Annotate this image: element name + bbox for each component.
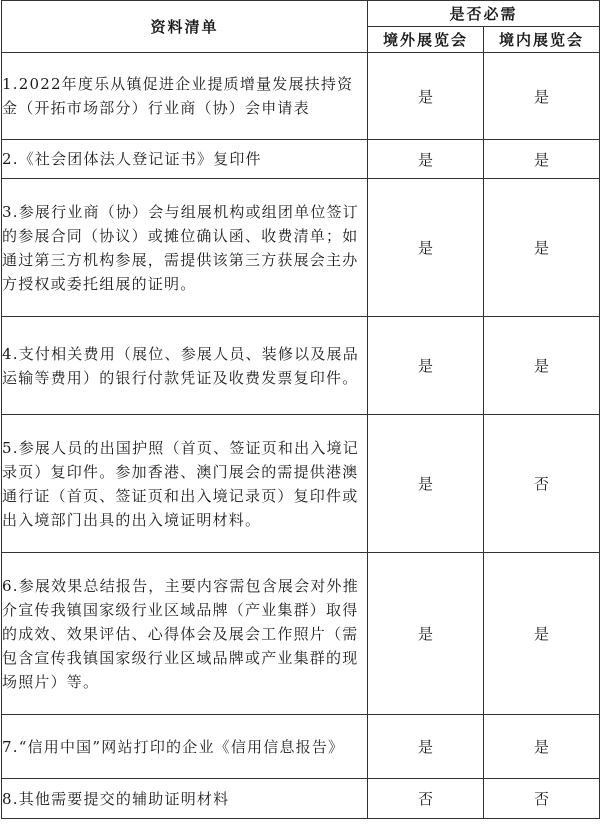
overseas-header: 境外展览会 xyxy=(368,27,484,53)
table-row xyxy=(2,179,600,317)
domestic-cell: 是 xyxy=(484,553,600,715)
domestic-header: 境内展览会 xyxy=(484,27,600,53)
item-cell: 7.“信用中国”网站打印的企业《信用信息报告》 xyxy=(2,715,368,779)
table-row xyxy=(2,415,600,553)
item-cell: 2.《社会团体法人登记证书》复印件 xyxy=(2,140,368,179)
overseas-cell: 是 xyxy=(368,317,484,415)
domestic-cell: 否 xyxy=(484,779,600,819)
table-row xyxy=(2,53,600,140)
item-cell: 3.参展行业商（协）会与组展机构或组团单位签订的参展合同（协议）或摊位确认函、收费清单；如通过第三方机构参展，需提供该第三方获展会主办方授权或委托组展的证明。 xyxy=(2,179,368,317)
overseas-cell: 是 xyxy=(368,53,484,140)
materials-table xyxy=(1,0,600,819)
item-cell: 4.支付相关费用（展位、参展人员、装修以及展品运输等费用）的银行付款凭证及收费发票复印件。 xyxy=(2,317,368,415)
materials-header: 资料清单 xyxy=(2,1,368,53)
overseas-cell: 是 xyxy=(368,140,484,179)
overseas-cell: 是 xyxy=(368,179,484,317)
item-cell: 1.2022年度乐从镇促进企业提质增量发展扶持资金（开拓市场部分）行业商（协）会申请表 xyxy=(2,53,368,140)
table-row xyxy=(2,553,600,715)
table-row xyxy=(2,317,600,415)
domestic-cell: 否 xyxy=(484,415,600,553)
table-row xyxy=(2,140,600,179)
table-row xyxy=(2,715,600,779)
domestic-cell: 是 xyxy=(484,715,600,779)
domestic-cell: 是 xyxy=(484,179,600,317)
item-cell: 6.参展效果总结报告，主要内容需包含展会对外推介宣传我镇国家级行业区域品牌（产业集群）取得的成效、效果评估、心得体会及展会工作照片（需包含宣传我镇国家级行业区域品牌或产业集群的现场照片）等。 xyxy=(2,553,368,715)
domestic-cell: 是 xyxy=(484,140,600,179)
required-header: 是否必需 xyxy=(368,1,600,27)
overseas-cell: 是 xyxy=(368,415,484,553)
item-cell: 5.参展人员的出国护照（首页、签证页和出入境记录页）复印件。参加香港、澳门展会的需提供港澳通行证（首页、签证页和出入境记录页）复印件或出入境部门出具的出入境证明材料。 xyxy=(2,415,368,553)
domestic-cell: 是 xyxy=(484,317,600,415)
overseas-cell: 是 xyxy=(368,553,484,715)
overseas-cell: 否 xyxy=(368,779,484,819)
domestic-cell: 是 xyxy=(484,53,600,140)
overseas-cell: 是 xyxy=(368,715,484,779)
table-row xyxy=(2,779,600,819)
item-cell: 8.其他需要提交的辅助证明材料 xyxy=(2,779,368,819)
